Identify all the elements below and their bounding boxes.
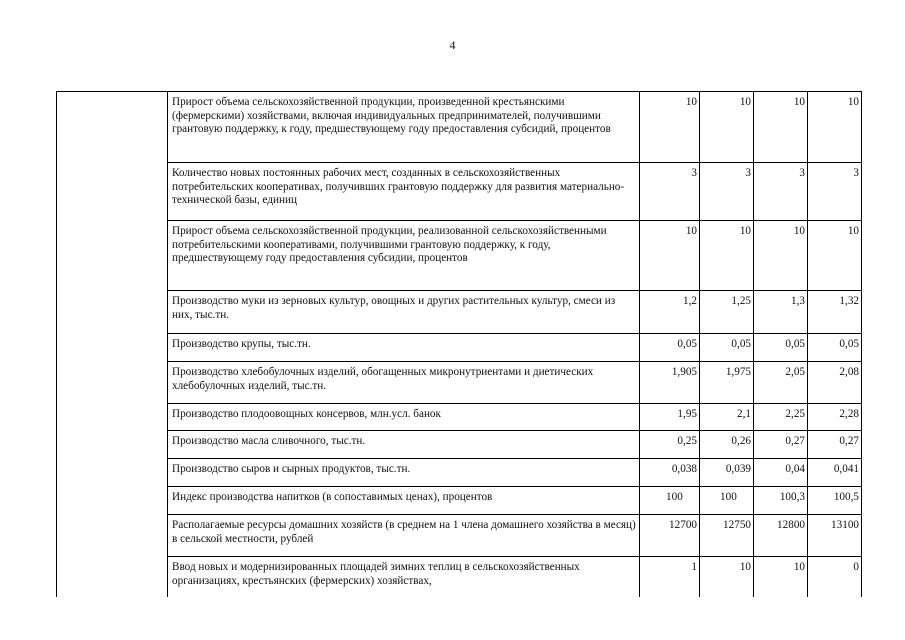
indicator-name: Производство сыров и сырных продуктов, тыс.тн. xyxy=(168,459,640,487)
indicator-name: Производство крупы, тыс.тн. xyxy=(168,334,640,362)
indicator-name: Производство муки из зерновых культур, овощных и других растительных культур, смеси из них, тыс.тн. xyxy=(168,291,640,334)
table-row xyxy=(57,362,862,404)
value-cell: 0,25 xyxy=(640,431,700,459)
indicator-name: Располагаемые ресурсы домашних хозяйств (в среднем на 1 члена домашнего хозяйства в месяц) в сельской местности, рублей xyxy=(168,515,640,557)
table-row xyxy=(57,557,862,597)
value-cell: 1,25 xyxy=(700,291,754,334)
value-cell: 0 xyxy=(808,557,862,597)
value-cell: 1,32 xyxy=(808,291,862,334)
value-cell: 1 xyxy=(640,557,700,597)
table-row xyxy=(57,334,862,362)
value-cell: 100,5 xyxy=(808,487,862,515)
value-cell: 1,2 xyxy=(640,291,700,334)
indicator-name: Ввод новых и модернизированных площадей зимних теплиц в сельскохозяйственных организациях, крестьянских (фермерских) хозяйствах, xyxy=(168,557,640,597)
value-cell: 0,26 xyxy=(700,431,754,459)
value-cell: 1,3 xyxy=(754,291,808,334)
value-cell: 10 xyxy=(700,221,754,291)
value-cell: 3 xyxy=(700,163,754,221)
value-cell: 0,041 xyxy=(808,459,862,487)
value-cell: 0,038 xyxy=(640,459,700,487)
value-cell: 2,08 xyxy=(808,362,862,404)
table-row xyxy=(57,431,862,459)
value-cell: 10 xyxy=(640,221,700,291)
value-cell: 0,27 xyxy=(808,431,862,459)
value-cell: 12800 xyxy=(754,515,808,557)
value-cell: 0,27 xyxy=(754,431,808,459)
value-cell: 2,05 xyxy=(754,362,808,404)
indicators-table xyxy=(56,91,862,597)
indicator-name: Количество новых постоянных рабочих мест, созданных в сельскохозяйственных потребительских кооперативах, получивших грантовую поддержку для развития материально-технической базы, единиц xyxy=(168,163,640,221)
value-cell: 100,3 xyxy=(754,487,808,515)
value-cell: 2,25 xyxy=(754,404,808,431)
page-number: 4 xyxy=(449,38,456,52)
value-cell: 0,05 xyxy=(754,334,808,362)
value-cell: 1,95 xyxy=(640,404,700,431)
value-cell: 10 xyxy=(808,92,862,163)
indicator-name: Производство масла сливочного, тыс.тн. xyxy=(168,431,640,459)
value-cell: 0,04 xyxy=(754,459,808,487)
value-cell: 10 xyxy=(808,221,862,291)
table-row xyxy=(57,92,862,163)
value-cell: 10 xyxy=(754,557,808,597)
value-cell: 0,039 xyxy=(700,459,754,487)
table-row xyxy=(57,404,862,431)
table-row xyxy=(57,291,862,334)
value-cell: 10 xyxy=(754,221,808,291)
indicator-name: Производство хлебобулочных изделий, обогащенных микронутриентами и диетических хлебобулочных изделий, тыс.тн. xyxy=(168,362,640,404)
value-cell: 1,905 xyxy=(640,362,700,404)
value-cell: 10 xyxy=(754,92,808,163)
value-cell: 12700 xyxy=(640,515,700,557)
table-row xyxy=(57,487,862,515)
value-cell: 3 xyxy=(754,163,808,221)
value-cell: 3 xyxy=(808,163,862,221)
table-row xyxy=(57,459,862,487)
value-cell: 100 xyxy=(700,487,754,515)
indicator-name: Индекс производства напитков (в сопоставимых ценах), процентов xyxy=(168,487,640,515)
value-cell: 0,05 xyxy=(640,334,700,362)
value-cell: 2,1 xyxy=(700,404,754,431)
value-cell: 2,28 xyxy=(808,404,862,431)
value-cell: 10 xyxy=(700,557,754,597)
indicator-name: Прирост объема сельскохозяйственной продукции, реализованной сельскохозяйственными потребительскими кооперативами, получившими грантовую поддержку, к году, предшествующему году предоставления субсидии, процентов xyxy=(168,221,640,291)
value-cell: 100 xyxy=(640,487,700,515)
value-cell: 10 xyxy=(700,92,754,163)
table-row xyxy=(57,163,862,221)
value-cell: 10 xyxy=(640,92,700,163)
value-cell: 13100 xyxy=(808,515,862,557)
value-cell: 12750 xyxy=(700,515,754,557)
table-row xyxy=(57,221,862,291)
value-cell: 0,05 xyxy=(700,334,754,362)
value-cell: 0,05 xyxy=(808,334,862,362)
indicator-name: Прирост объема сельскохозяйственной продукции, произведенной крестьянскими (фермерскими) хозяйствами, включая индивидуальных предпринимателей, получившими грантовую поддержку, к году, предшествующему году предоставления субсидий, процентов xyxy=(168,92,640,163)
indicator-name: Производство плодоовощных консервов, млн.усл. банок xyxy=(168,404,640,431)
empty-first-column xyxy=(57,92,168,597)
value-cell: 3 xyxy=(640,163,700,221)
table-row xyxy=(57,515,862,557)
value-cell: 1,975 xyxy=(700,362,754,404)
